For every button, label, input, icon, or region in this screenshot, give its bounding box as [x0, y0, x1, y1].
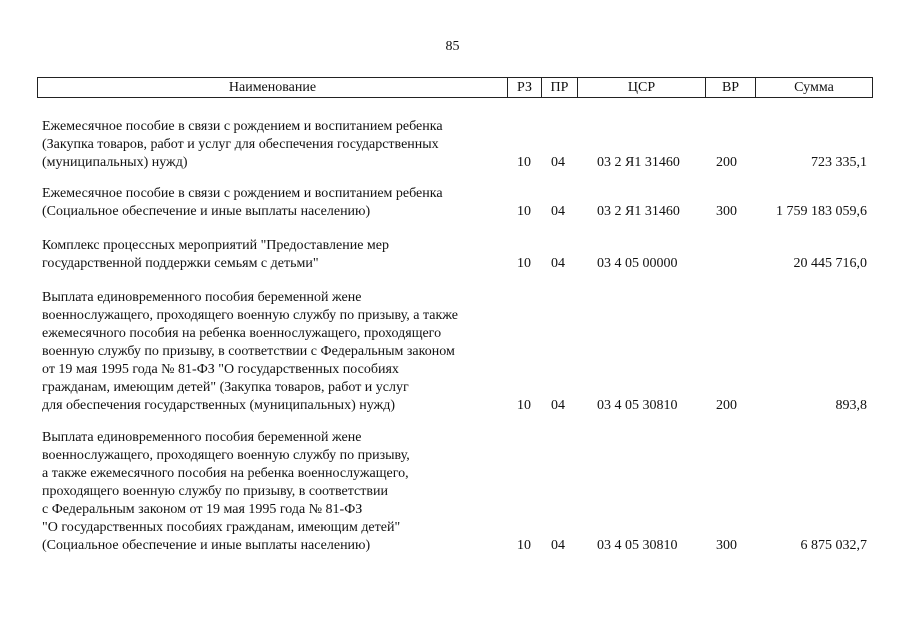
row-name: Выплата единовременного пособия беременной жене военнослужащего, проходящего военную службу по призыву, а также ежемесячного пособия на ребенка военнослужащего, проходящего военную службу по призыву, в соответствии с Федеральным законом от 19 мая 1995 года № 81-ФЗ "О государственных пособиях гражданам, имеющим детей" (Закупка товаров, работ и услуг для обеспечения государственных (муниципальных) нужд) [42, 290, 458, 413]
row-sum: 893,8 [835, 398, 867, 413]
row-vr: 200 [716, 155, 737, 170]
row-name: Комплекс процессных мероприятий "Предоставление мер государственной поддержки семьям с детьми" [42, 238, 390, 271]
row-pr: 04 [551, 155, 565, 170]
page-number: 85 [445, 39, 460, 54]
row-csr: 03 2 Я1 31460 [597, 155, 680, 170]
row-pr: 04 [551, 204, 565, 219]
row-vr: 300 [716, 204, 737, 219]
row-vr: 300 [716, 538, 737, 553]
row-csr: 03 2 Я1 31460 [597, 204, 680, 219]
header-pr: ПР [542, 78, 578, 97]
header-name: Наименование [38, 78, 508, 97]
table-row [37, 289, 873, 415]
row-sum: 723 335,1 [811, 155, 867, 170]
row-rz: 10 [517, 204, 531, 219]
row-pr: 04 [551, 256, 565, 271]
header-sum: Сумма [794, 79, 834, 95]
row-rz: 10 [517, 538, 531, 553]
row-csr: 03 4 05 30810 [597, 538, 678, 553]
row-name: Ежемесячное пособие в связи с рождением и воспитанием ребенка (Социальное обеспечение и иные выплаты населению) [42, 186, 443, 219]
header-vr: ВР [706, 78, 756, 97]
row-rz: 10 [517, 398, 531, 413]
row-sum: 6 875 032,7 [800, 538, 867, 553]
row-sum: 1 759 183 059,6 [776, 204, 867, 219]
row-vr: 200 [716, 398, 737, 413]
table-row [37, 185, 873, 221]
row-name: Ежемесячное пособие в связи с рождением и воспитанием ребенка (Закупка товаров, работ и услуг для обеспечения государственных (муниципальных) нужд) [42, 119, 443, 170]
header-csr: ЦСР [578, 78, 706, 97]
row-pr: 04 [551, 398, 565, 413]
row-rz: 10 [517, 256, 531, 271]
row-rz: 10 [517, 155, 531, 170]
header-rz: РЗ [508, 78, 542, 97]
row-pr: 04 [551, 538, 565, 553]
row-sum: 20 445 716,0 [793, 256, 867, 271]
row-csr: 03 4 05 00000 [597, 256, 678, 271]
row-csr: 03 4 05 30810 [597, 398, 678, 413]
table-row [37, 237, 873, 273]
table-header [37, 77, 873, 98]
table-row [37, 118, 873, 172]
table-row [37, 429, 873, 555]
row-name: Выплата единовременного пособия беременной жене военнослужащего, проходящего военную службу по призыву, а также ежемесячного пособия на ребенка военнослужащего, проходящего военную службу по призыву, в соответствии с Федеральным законом от 19 мая 1995 года № 81-ФЗ "О государственных пособиях гражданам, имеющим детей" (Социальное обеспечение и иные выплаты населению) [42, 430, 410, 553]
